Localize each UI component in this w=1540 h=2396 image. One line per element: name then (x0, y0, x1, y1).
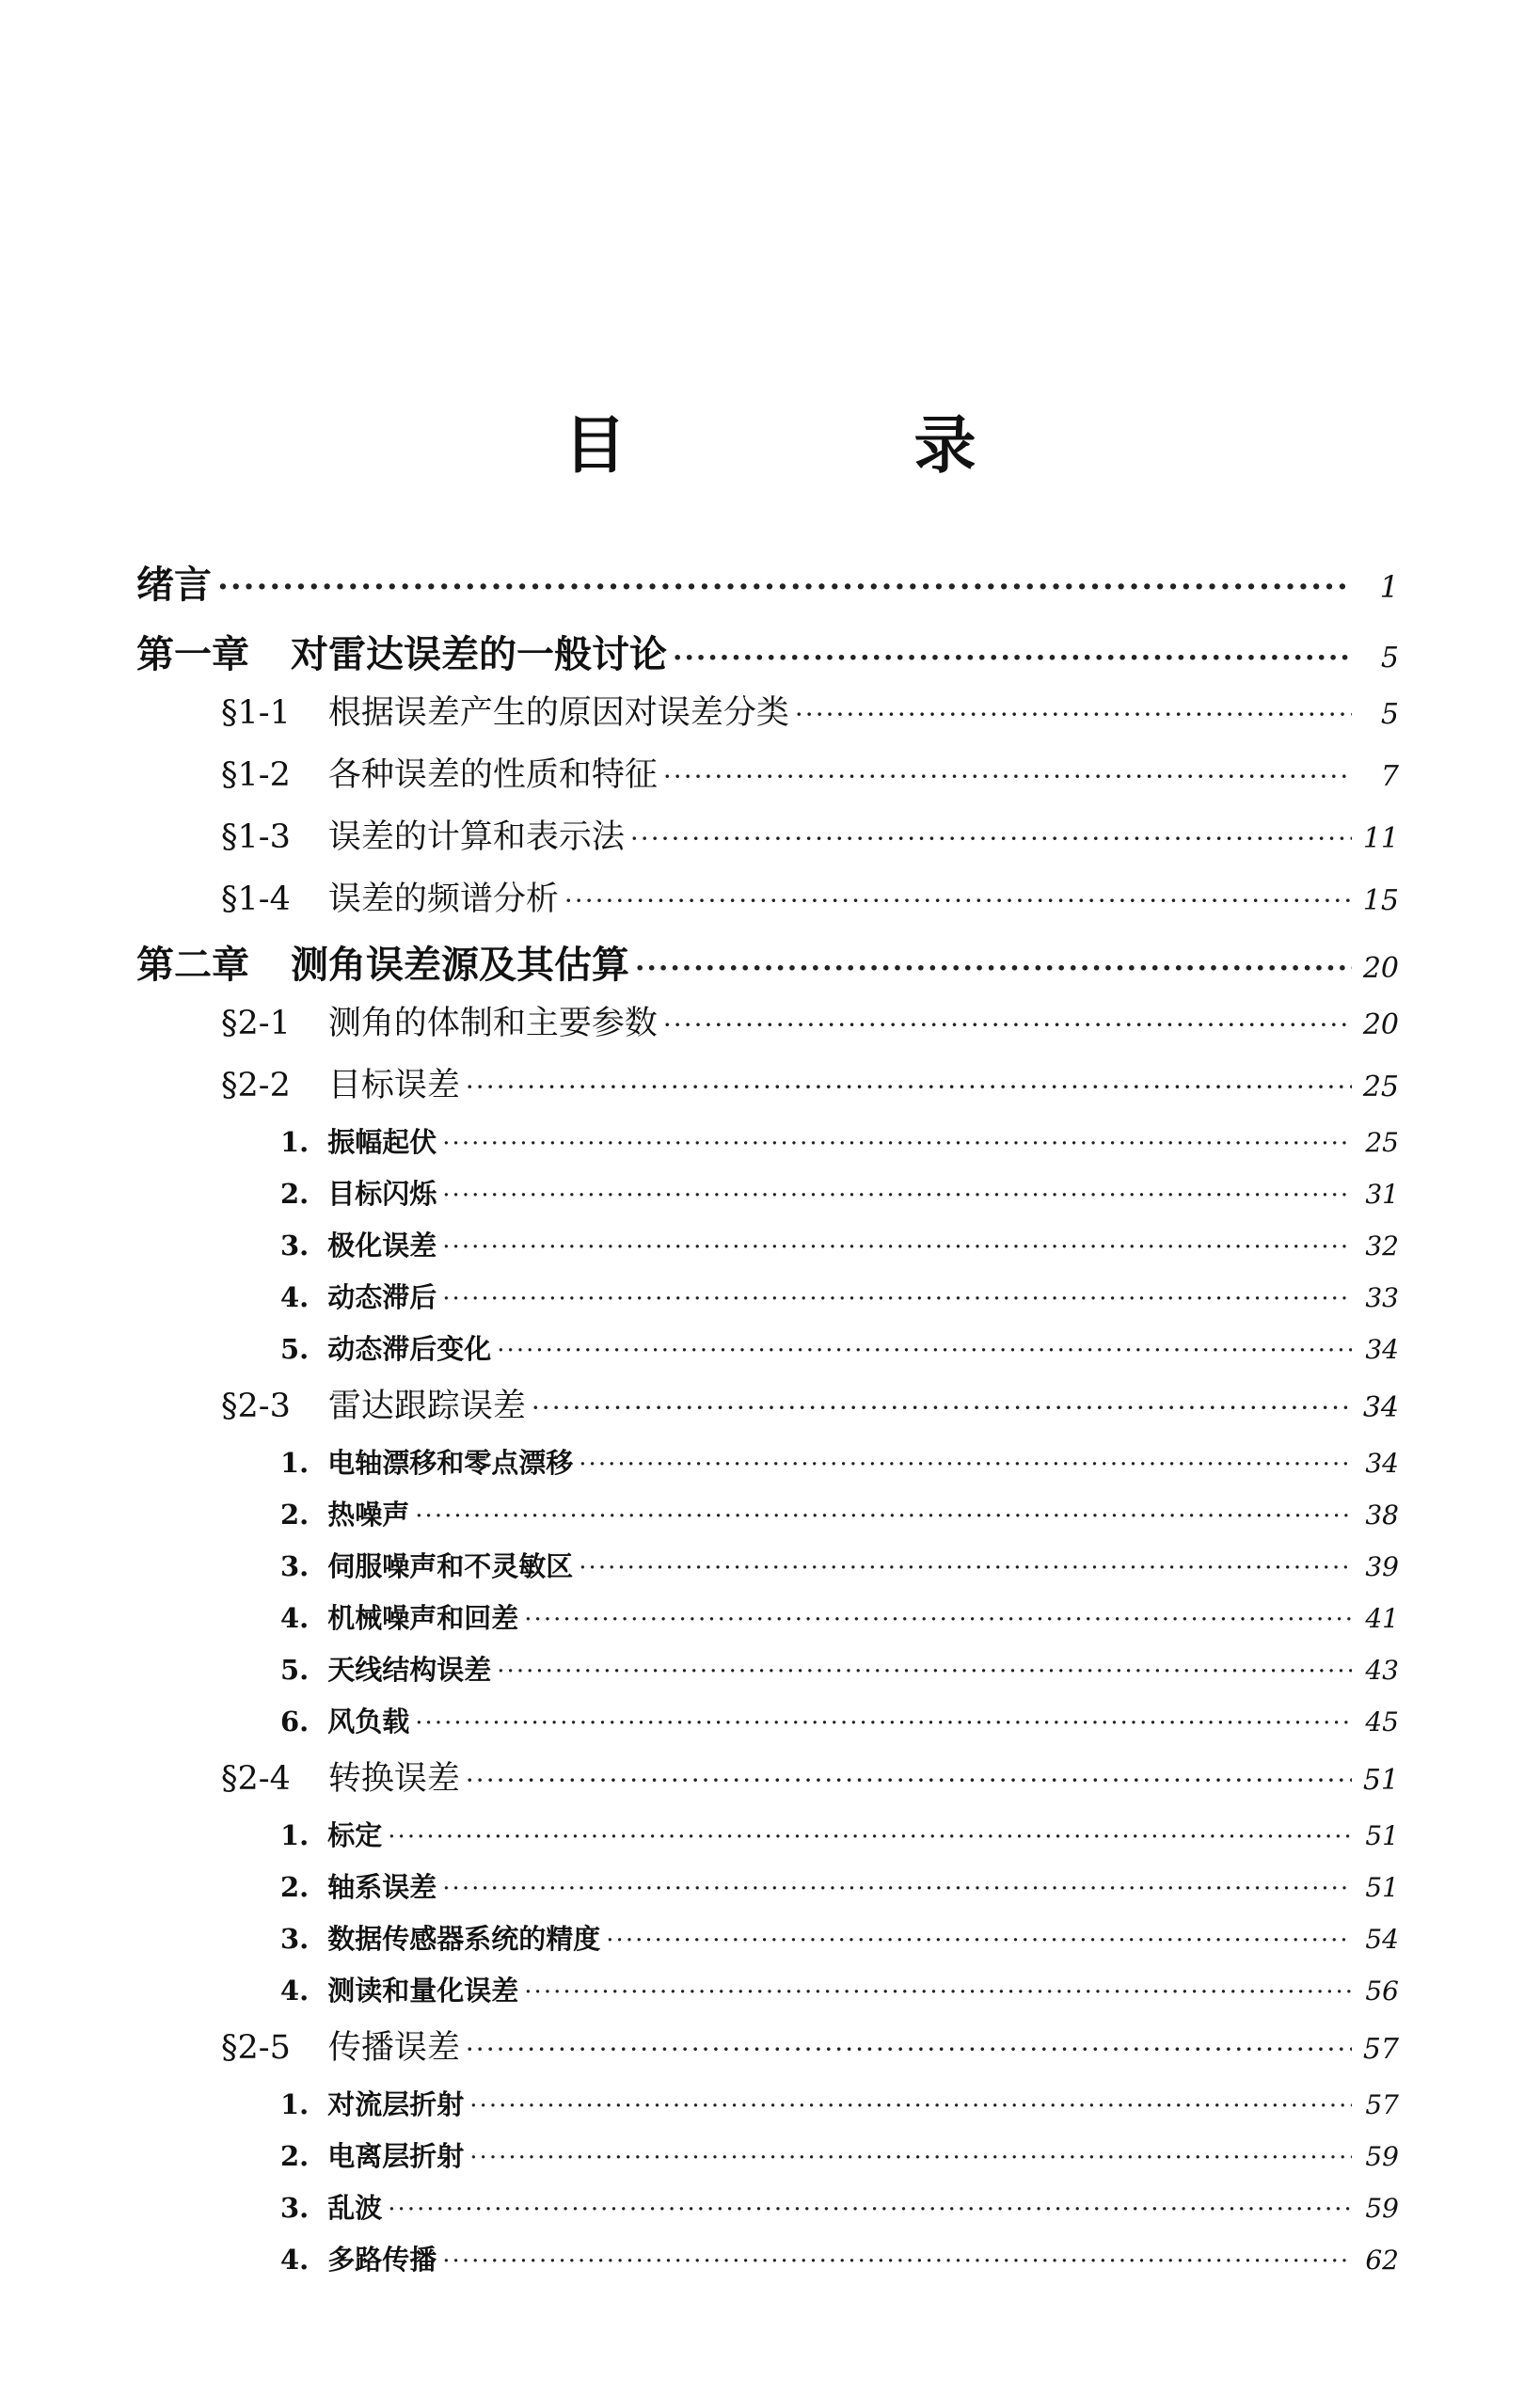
dot-leader (442, 1182, 1352, 1210)
toc-entry-page-number: 39 (1365, 1551, 1399, 1582)
toc-entry-item (0, 1442, 1540, 1494)
toc-entry-title: 误差的频谱分析 (327, 881, 559, 918)
toc-entry-number: 第一章 (136, 632, 249, 676)
dot-leader (564, 885, 1352, 916)
toc-entry-page-number: 11 (1362, 822, 1399, 855)
dot-leader (673, 642, 1352, 674)
dot-leader (579, 1554, 1352, 1582)
toc-entry-item (0, 1328, 1540, 1380)
toc-entry-number: 3. (280, 1230, 310, 1261)
toc-entry-page-number: 5 (1380, 698, 1399, 731)
toc-entry-title: 测角误差源及其估算 (291, 943, 629, 987)
toc-entry-title: 热噪声 (327, 1499, 410, 1531)
toc-entry-title: 多路传播 (327, 2244, 437, 2276)
toc-entry-item (0, 1649, 1540, 1701)
toc-entry-number: §2-2 (221, 1067, 291, 1104)
toc-entry-number: §2-4 (221, 1760, 291, 1798)
toc-entry-page-number: 34 (1362, 1391, 1399, 1424)
toc-entry-title: 电离层折射 (327, 2140, 465, 2172)
toc-entry-page-number: 51 (1365, 1820, 1399, 1851)
toc-entry-item (0, 1597, 1540, 1649)
toc-entry-page-number: 25 (1362, 1071, 1399, 1103)
toc-entry-number: §1-4 (221, 881, 291, 918)
toc-entry-title: 对流层折射 (327, 2088, 465, 2120)
toc-entry-item (0, 1815, 1540, 1866)
toc-entry-section (0, 2022, 1540, 2084)
toc-entry-title: 绪言 (136, 563, 212, 607)
toc-entry-title: 对雷达误差的一般讨论 (291, 632, 667, 676)
toc-entry-number: 2. (280, 2140, 310, 2172)
toc-entry-page-number: 32 (1365, 1230, 1399, 1261)
toc-entry-item (0, 1494, 1540, 1546)
toc-entry-title: 天线结构误差 (327, 1654, 492, 1686)
toc-entry-number: 4. (280, 1975, 310, 2007)
toc-entry-title: 乱波 (327, 2192, 383, 2224)
toc-entry-page-number: 57 (1362, 2033, 1399, 2066)
toc-entry-item (0, 1173, 1540, 1225)
toc-entry-section (0, 1753, 1540, 1815)
dot-leader (442, 1285, 1352, 1313)
dot-leader (388, 2196, 1352, 2224)
toc-entry-title: 根据误差产生的原因对误差分类 (327, 694, 789, 732)
toc-entry-number: 4. (280, 1602, 310, 1634)
dot-leader (532, 1392, 1352, 1423)
toc-entry-number: 2. (280, 1871, 310, 1903)
toc-entry-page-number: 59 (1365, 2193, 1399, 2224)
toc-entry-item (0, 1225, 1540, 1277)
dot-leader (579, 1451, 1352, 1479)
toc-entry-page-number: 7 (1380, 760, 1399, 793)
toc-entry-item (0, 1970, 1540, 2022)
toc-entry-page-number: 5 (1380, 642, 1399, 674)
toc-entry-number: 6. (280, 1706, 310, 1737)
dot-leader (635, 952, 1352, 985)
toc-entry-number: §1-1 (221, 694, 291, 732)
toc-entry-number: 5. (280, 1333, 310, 1365)
toc-entry-title: 风负载 (327, 1706, 410, 1737)
toc-entry-title: 目标误差 (327, 1067, 460, 1104)
toc-entry-chapter (0, 935, 1540, 997)
dot-leader (663, 1009, 1352, 1040)
toc-entry-number: §1-2 (221, 756, 291, 794)
toc-entry-title: 振幅起伏 (327, 1126, 437, 1158)
toc-entry-page-number: 56 (1365, 1976, 1399, 2007)
dot-leader (524, 1606, 1352, 1634)
toc-entry-title: 动态滞后变化 (327, 1333, 492, 1365)
toc-entry-item (0, 1546, 1540, 1597)
toc-entry-title: 测角的体制和主要参数 (327, 1005, 658, 1042)
dot-leader (469, 2092, 1352, 2120)
dot-leader (497, 1658, 1352, 1686)
dot-leader (466, 2034, 1352, 2065)
toc-entry-title: 转换误差 (327, 1760, 460, 1798)
toc-entry-chapter (0, 625, 1540, 687)
toc-entry-title: 伺服噪声和不灵敏区 (327, 1550, 574, 1582)
toc-entry-title: 电轴漂移和零点漂移 (327, 1447, 574, 1479)
dot-leader (606, 1927, 1352, 1955)
dot-leader (442, 1130, 1352, 1158)
dot-leader (388, 1823, 1352, 1851)
toc-entry-title: 雷达跟踪误差 (327, 1388, 526, 1425)
toc-entry-section (0, 749, 1540, 811)
toc-entry-page-number: 51 (1365, 1872, 1399, 1903)
dot-leader (442, 1233, 1352, 1261)
toc-entry-number: 1. (280, 2088, 310, 2120)
dot-leader (466, 1765, 1352, 1796)
toc-entry-title: 误差的计算和表示法 (327, 818, 625, 856)
toc-entry-page-number: 54 (1365, 1924, 1399, 1955)
dot-leader (442, 2247, 1352, 2276)
toc-entry-title: 目标闪烁 (327, 1178, 437, 1210)
toc-entry-section (0, 1059, 1540, 1121)
toc-entry-number: 4. (280, 2244, 310, 2276)
toc-entry-number: §1-3 (221, 818, 291, 856)
toc-entry-page-number: 41 (1365, 1603, 1399, 1634)
dot-leader (497, 1337, 1352, 1365)
toc-entry-page-number: 57 (1365, 2089, 1399, 2120)
toc-entry-page-number: 31 (1365, 1179, 1399, 1210)
toc-entry-item (0, 1701, 1540, 1753)
toc-entry-section (0, 997, 1540, 1059)
dot-leader (217, 568, 1352, 606)
toc-entry-number: 2. (280, 1499, 310, 1531)
toc-entry-number: §2-5 (221, 2029, 291, 2067)
toc-entry-section (0, 1380, 1540, 1442)
dot-leader (469, 2144, 1352, 2172)
toc-entry-number: 3. (280, 1923, 310, 1955)
toc-entry-page-number: 1 (1379, 569, 1399, 605)
toc-entry-title: 动态滞后 (327, 1281, 437, 1313)
dot-leader (415, 1502, 1352, 1531)
toc-entry-section (0, 873, 1540, 935)
toc-entry-item (0, 1918, 1540, 1970)
toc-entry-title: 机械噪声和回差 (327, 1602, 519, 1634)
toc-entry-number: 1. (280, 1819, 310, 1851)
toc-entry-number: 2. (280, 1178, 310, 1210)
toc-entry-page-number: 15 (1362, 884, 1399, 917)
toc-entry-page-number: 25 (1365, 1127, 1399, 1158)
toc-entry-item (0, 1866, 1540, 1918)
toc-entry-page-number: 45 (1365, 1706, 1399, 1737)
toc-entry-section (0, 811, 1540, 873)
toc-entry-title: 传播误差 (327, 2029, 460, 2067)
toc-entry-number: 1. (280, 1126, 310, 1158)
toc-entry-number: 3. (280, 2192, 310, 2224)
dot-leader (466, 1071, 1352, 1103)
table-of-contents (0, 555, 1540, 2291)
toc-entry-number: 3. (280, 1550, 310, 1582)
toc-entry-item (0, 2187, 1540, 2239)
toc-entry-title: 轴系误差 (327, 1871, 437, 1903)
toc-entry-item (0, 2084, 1540, 2135)
dot-leader (524, 1978, 1352, 2007)
toc-entry-item (0, 1121, 1540, 1173)
toc-entry-page-number: 34 (1365, 1448, 1399, 1479)
toc-entry-page-number: 34 (1365, 1334, 1399, 1365)
dot-leader (415, 1709, 1352, 1737)
dot-leader (795, 699, 1352, 730)
dot-leader (630, 823, 1352, 854)
page-title: 目 录 (564, 408, 1089, 482)
toc-entry-title: 数据传感器系统的精度 (327, 1923, 601, 1955)
toc-entry-page-number: 20 (1362, 952, 1399, 985)
toc-entry-section (0, 687, 1540, 749)
toc-entry-page-number: 62 (1365, 2245, 1399, 2276)
toc-entry-page-number: 43 (1365, 1655, 1399, 1686)
toc-entry-number: 1. (280, 1447, 310, 1479)
toc-entry-item (0, 2239, 1540, 2291)
toc-entry-item (0, 2135, 1540, 2187)
toc-entry-number: 第二章 (136, 943, 249, 987)
toc-entry-number: 5. (280, 1654, 310, 1686)
toc-entry-number: 4. (280, 1281, 310, 1313)
toc-entry-page-number: 38 (1365, 1499, 1399, 1531)
toc-entry-title: 测读和量化误差 (327, 1975, 519, 2007)
toc-entry-number: §2-3 (221, 1388, 291, 1425)
toc-entry-page-number: 33 (1365, 1282, 1399, 1313)
toc-entry-title: 极化误差 (327, 1230, 437, 1261)
toc-entry-title: 标定 (327, 1819, 383, 1851)
dot-leader (442, 1875, 1352, 1903)
toc-entry-page-number: 20 (1362, 1008, 1399, 1041)
toc-entry-page-number: 59 (1365, 2141, 1399, 2172)
toc-entry-number: §2-1 (221, 1005, 291, 1042)
toc-entry-preface (0, 555, 1540, 625)
toc-entry-page-number: 51 (1362, 1764, 1399, 1797)
toc-entry-title: 各种误差的性质和特征 (327, 756, 658, 794)
toc-entry-item (0, 1277, 1540, 1328)
dot-leader (663, 761, 1352, 792)
